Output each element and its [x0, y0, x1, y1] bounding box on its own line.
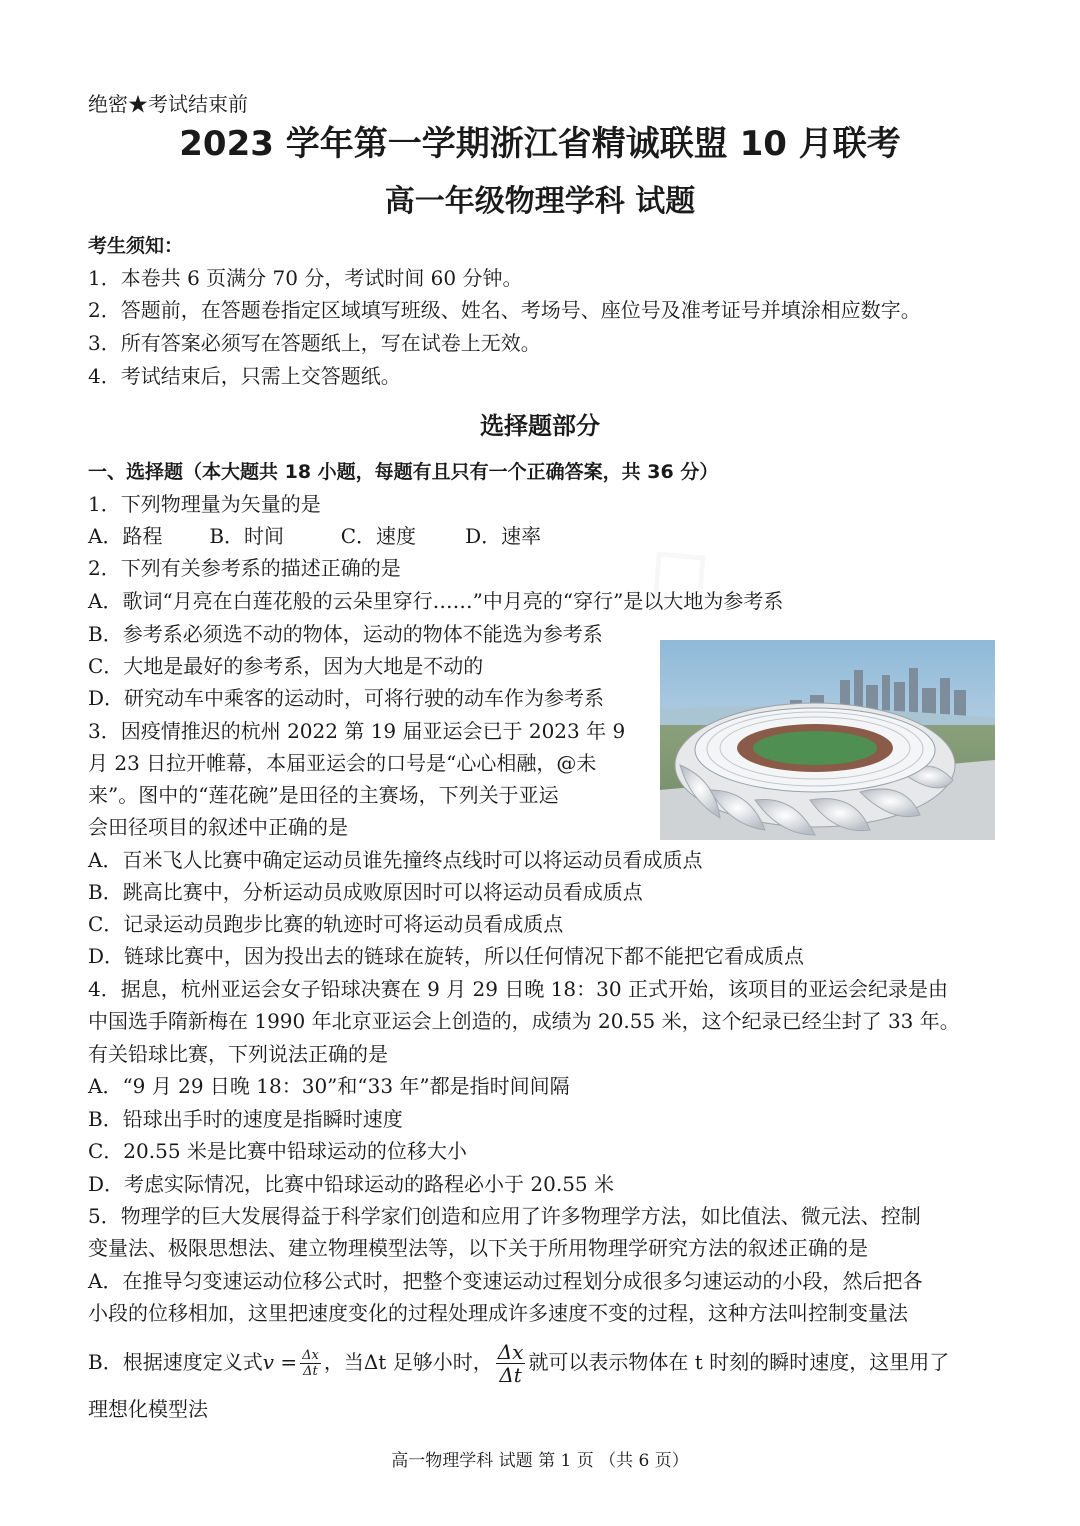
- notice-item: 4．考试结束后，只需上交答题纸。: [88, 364, 401, 388]
- fraction-numerator: Δx: [302, 1348, 319, 1363]
- option-text: 就可以表示物体在 t 时刻的瞬时速度，这里用了: [528, 1350, 950, 1374]
- question-5-stem: 5．物理学的巨大发展得益于科学家们创造和应用了许多物理学方法，如比值法、微元法、控制: [88, 1204, 921, 1228]
- question-2-stem: 2．下列有关参考系的描述正确的是: [88, 556, 401, 580]
- option: A．歌词“月亮在白莲花般的云朵里穿行……”中月亮的“穿行”是以大地为参考系: [88, 589, 784, 613]
- fraction-small: [300, 1348, 321, 1379]
- option-text: B．根据速度定义式: [88, 1350, 263, 1374]
- option: C．20.55 米是比赛中铅球运动的位移大小: [88, 1139, 467, 1163]
- option-text: ，当Δt 足够小时，: [323, 1350, 493, 1374]
- option: C．记录运动员跑步比赛的轨迹时可将运动员看成质点: [88, 912, 564, 936]
- option: A．在推导匀变速运动位移公式时，把整个变速运动过程划分成很多匀速运动的小段，然后把各: [88, 1269, 923, 1293]
- option: C．大地是最好的参考系，因为大地是不动的: [88, 654, 484, 678]
- formula-v: v =: [262, 1350, 298, 1374]
- question-3-stem: 月 23 日拉开帷幕，本届亚运会的口号是“心心相融，@未: [88, 751, 597, 775]
- question-3-stem: 会田径项目的叙述中正确的是: [88, 815, 348, 839]
- option: D．考虑实际情况，比赛中铅球运动的路程必小于 20.55 米: [88, 1172, 615, 1196]
- option: D．链球比赛中，因为投出去的链球在旋转，所以任何情况下都不能把它看成质点: [88, 944, 805, 968]
- notice-item: 1．本卷共 6 页满分 70 分，考试时间 60 分钟。: [88, 266, 523, 290]
- option: A．“9 月 29 日晚 18：30”和“33 年”都是指时间间隔: [88, 1074, 570, 1098]
- option-b-continued: 理想化模型法: [88, 1397, 208, 1421]
- option: C．速度: [340, 524, 417, 548]
- exam-subtitle: 高一年级物理学科 试题: [384, 184, 696, 219]
- watermark: ◇: [614, 510, 735, 635]
- option: D．速率: [465, 524, 542, 548]
- option: B．跳高比赛中，分析运动员成败原因时可以将运动员看成质点: [88, 880, 643, 904]
- option: A．百米飞人比赛中确定运动员谁先撞终点线时可以将运动员看成质点: [88, 848, 703, 872]
- question-1-options: [88, 520, 541, 552]
- notice-item: 3．所有答案必须写在答题纸上，写在试卷上无效。: [88, 331, 541, 355]
- fraction-denominator: Δt: [499, 1363, 522, 1387]
- question-4-stem: 4．据息，杭州亚运会女子铅球决赛在 9 月 29 日晚 18：30 正式开始，该项目的亚运会纪录是由: [88, 977, 948, 1001]
- page-footer: 高一物理学科 试题 第 1 页 （共 6 页）: [391, 1451, 689, 1471]
- question-1-stem: 1．下列物理量为矢量的是: [88, 492, 321, 516]
- question-5-stem: 变量法、极限思想法、建立物理模型法等，以下关于所用物理学研究方法的叙述正确的是: [88, 1236, 868, 1260]
- stadium-photo: [660, 640, 995, 840]
- fraction-denominator: Δt: [303, 1364, 318, 1379]
- notice-item: 2．答题前，在答题卷指定区域填写班级、姓名、考场号、座位号及准考证号并填涂相应数字。: [88, 298, 921, 322]
- fraction-numerator: Δx: [497, 1340, 524, 1364]
- option: A．路程: [88, 524, 163, 548]
- question-3-stem: 3．因疫情推迟的杭州 2022 第 19 届亚运会已于 2023 年 9: [88, 719, 626, 743]
- option: 小段的位移相加，这里把速度变化的过程处理成许多速度不变的过程，这种方法叫控制变量法: [88, 1301, 908, 1325]
- confidential-label: 绝密★考试结束前: [88, 92, 248, 116]
- exam-title: 2023 学年第一学期浙江省精诚联盟 10 月联考: [179, 124, 901, 164]
- notice-heading: 考生须知：: [88, 235, 184, 257]
- question-3-stem: 来”。图中的“莲花碗”是田径的主赛场，下列关于亚运: [88, 783, 559, 807]
- part-heading: 一、选择题（本大题共 18 小题，每题有且只有一个正确答案，共 36 分）: [88, 461, 719, 483]
- option: B．铅球出手时的速度是指瞬时速度: [88, 1107, 403, 1131]
- section-title: 选择题部分: [480, 412, 600, 440]
- option: B．时间: [209, 524, 285, 548]
- fraction-large: [496, 1341, 526, 1386]
- question-4-stem: 有关铅球比赛，下列说法正确的是: [88, 1042, 388, 1066]
- question-4-stem: 中国选手隋新梅在 1990 年北京亚运会上创造的，成绩为 20.55 米，这个纪录已经尘封了 33 年。: [88, 1009, 960, 1033]
- option: D．研究动车中乘客的运动时，可将行驶的动车作为参考系: [88, 686, 605, 710]
- option: B．参考系必须选不动的物体，运动的物体不能选为参考系: [88, 622, 603, 646]
- option-b-line: [88, 1340, 949, 1386]
